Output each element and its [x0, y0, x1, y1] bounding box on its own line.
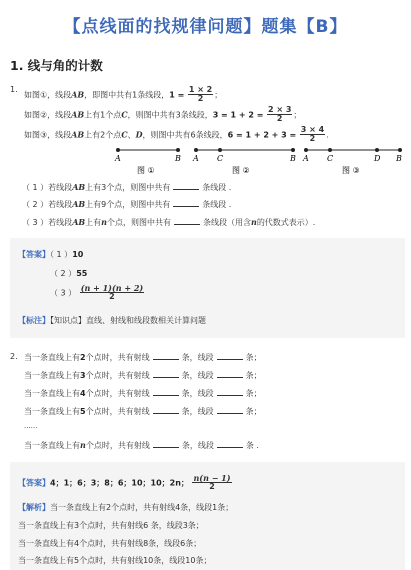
answer-blank[interactable] — [174, 218, 200, 225]
q1-line-1: 如图①，线段AB，即图中共有1条线段，1 = $\frac{1 \times 2}{2}$ ； — [24, 85, 223, 104]
point — [328, 148, 332, 152]
q1-line-3: 如图③，线段AB上有2个点C、D，则图中共有6条线段，6 = 1 + 2 + 3 = $\frac{3 \times 4}{2}$ . — [24, 125, 329, 144]
answer-blank[interactable] — [173, 183, 199, 190]
point-label: A — [303, 154, 309, 163]
ellipsis: ...... — [24, 422, 38, 430]
answer-blank[interactable] — [173, 200, 199, 207]
point — [304, 148, 308, 152]
segment-figures — [0, 146, 411, 178]
answer-blank[interactable] — [153, 441, 179, 448]
point — [375, 148, 379, 152]
q2-analysis-line-2: 当一条直线上有4个点时，共有射线8条，线段6条； — [18, 539, 202, 548]
note-tag: 【标注】 — [18, 316, 50, 325]
answer-blank[interactable] — [153, 407, 179, 414]
point — [116, 148, 120, 152]
figure-1 — [114, 148, 181, 175]
q2-line-2: 当一条直线上有3个点时，共有射线 条，线段 条； — [24, 371, 262, 380]
answer-blank[interactable] — [217, 441, 243, 448]
point — [398, 148, 402, 152]
figure-caption: 图 ③ — [342, 166, 360, 175]
point-label: D — [374, 154, 381, 163]
fraction: $\frac{2 \times 3}{2}$ — [267, 105, 292, 124]
point-label: B — [290, 154, 296, 163]
q1-sub-1: （ 1 ）若线段AB上有3个点，则图中共有 条线段 . — [22, 182, 232, 192]
fraction: $\frac{1 \times 2}{2}$ — [188, 85, 213, 104]
q2-answer: 【答案】4；1；6；3；8；6；10；10；2n； $\frac{n(n - 1)}{2}$ — [18, 473, 231, 492]
q2-line-3: 当一条直线上有4个点时，共有射线 条，线段 条； — [24, 389, 262, 398]
answer-blank[interactable] — [217, 407, 243, 414]
point-label: B — [396, 154, 402, 163]
figure-caption: 图 ② — [232, 166, 250, 175]
q2-line-n: 当一条直线上有n个点时，共有射线 条，线段 条 . — [24, 440, 259, 450]
point — [194, 148, 198, 152]
q2-line-1: 当一条直线上有2个点时，共有射线 条，线段 条； — [24, 353, 262, 362]
point-label: C — [327, 154, 334, 163]
figure-caption: 图 ① — [137, 166, 155, 175]
q1-sub-3: （ 3 ）若线段AB上有n个点，则图中共有 条线段（用含n的代数式表示）. — [22, 217, 316, 227]
fraction: $\frac{3 \times 4}{2}$ — [300, 125, 325, 144]
answer-blank[interactable] — [217, 371, 243, 378]
point — [291, 148, 295, 152]
q2-analysis-line-3: 当一条直线上有5个点时，共有射线10条，线段10条； — [18, 556, 212, 565]
figure-2 — [192, 148, 296, 175]
answer-blank[interactable] — [217, 389, 243, 396]
q1-note: 【标注】【知识点】直线、射线和线段数相关计算问题 — [18, 316, 206, 325]
analysis-tag: 【解析】 — [18, 503, 50, 512]
q1-number: 1. — [10, 85, 18, 94]
q1-line-2: 如图②，线段AB上有1个点C，则图中共有3条线段，3 = 1 + 2 = $\frac{2 \times 3}{2}$ ； — [24, 105, 302, 124]
q2-analysis-line-1: 当一条直线上有3个点时，共有射线6 条，线段3条； — [18, 521, 204, 530]
fraction: $\frac{(n + 1)(n + 2)}{2}$ — [80, 283, 144, 302]
fraction: $\frac{n(n - 1)}{2}$ — [193, 473, 231, 492]
answer-blank[interactable] — [153, 353, 179, 360]
point-label: A — [193, 154, 199, 163]
point — [218, 148, 222, 152]
q2-line-4: 当一条直线上有5个点时，共有射线 条，线段 条； — [24, 407, 262, 416]
q2-analysis-line-0: 【解析】当一条直线上有2个点时，共有射线4条，线段1条； — [18, 503, 234, 512]
figure-3 — [302, 148, 402, 175]
section-heading: 1. 线与角的计数 — [10, 58, 103, 73]
answer-tag: 【答案】 — [18, 478, 50, 488]
q2-number: 2. — [10, 352, 18, 361]
point-label: C — [217, 154, 224, 163]
point-label: B — [175, 154, 181, 163]
answer-blank[interactable] — [153, 389, 179, 396]
answer-blank[interactable] — [153, 371, 179, 378]
point — [176, 148, 180, 152]
point-label: A — [115, 154, 121, 163]
page-title: 【点线面的找规律问题】题集【B】 — [63, 17, 348, 37]
q1-answer-line-3: （ 3 ） $\frac{(n + 1)(n + 2)}{2}$ — [50, 283, 144, 302]
q1-answer-line-2: （ 2 ）55 — [50, 269, 88, 278]
q1-sub-2: （ 2 ）若线段AB上有9个点，则图中共有 条线段 . — [22, 199, 232, 209]
answer-blank[interactable] — [217, 353, 243, 360]
answer-tag: 【答案】 — [18, 250, 50, 259]
q1-answer-line-1: 【答案】（ 1 ）10 — [18, 250, 84, 259]
